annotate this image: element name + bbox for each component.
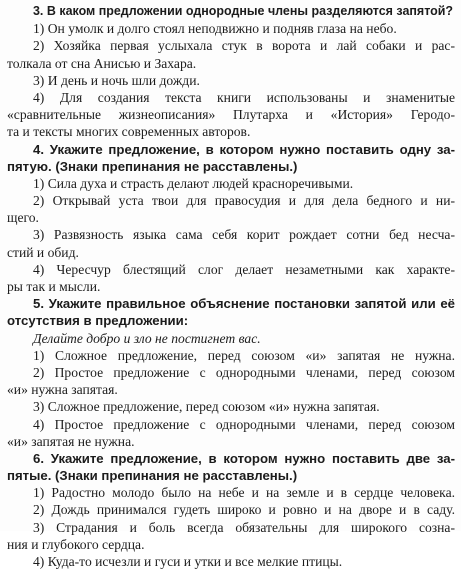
answer-option-line: 3) Сложное предложение, перед союзом «и» нужна запятая. [33,399,380,415]
answer-option-line: 1) Сложное предложение, перед союзом «и» запятая не нужна. [33,347,455,363]
answer-option-line: 3) И день и ночь шли дожди. [33,72,200,88]
answer-option-line: 1) Сила духа и страсть делают людей красноречивыми. [33,175,354,191]
answer-option-line: толкала от сна Анисью и Захара. [7,55,197,71]
answer-option-line: 2) Дождь принимался гудеть широко и ровно и на дворе и в саду. [33,502,455,518]
answer-option-line: стий и обид. [7,244,79,260]
question-line: 5. Укажите правильное объяснение постановки запятой или её [33,296,455,312]
answer-option-line: «и» запятая не нужна. [7,433,135,449]
answer-option-line: 1) Он умолк и долго стоял неподвижно и подняв глаза на небо. [33,21,397,37]
question-line: пятую. (Знаки препинания не расставлены.) [7,158,298,174]
answer-option-line: 2) Хозяйка первая услыхала стук в ворота и лай собаки и рас- [33,38,455,54]
answer-option-line: «и» нужна запятая. [7,382,118,398]
answer-option-line: щего. [7,210,39,226]
question-line: пятые. (Знаки препинания не расставлены.) [7,468,298,484]
answer-option-line: ры так и мысли. [7,279,101,294]
answer-option-line: 3) Развязность языка сама себя корит рождает сотни бед несча- [33,227,455,243]
answer-option-line: ния и глубокого сердца. [7,536,145,552]
answer-option-line: «сравнительные жизнеописания» Плутарха и «История» Геродо- [7,107,455,123]
answer-option-line: та и тексты многих современных авторов. [7,124,251,140]
answer-option-line: 2) Открывай уста твои для правосудия и для дела бедного и ни- [33,193,455,209]
answer-option-line: 4) Чересчур блестящий слог делает незаметными как характе- [33,261,455,277]
answer-option-line: 4) Простое предложение с однородными членами, перед союзом [33,416,455,432]
answer-option-line: 2) Простое предложение с однородными членами, перед союзом [33,364,455,380]
answer-option-line: 3) Страдания и боль всегда обязательны для широкого созна- [33,519,455,535]
example-sentence: Делайте добро и зло не постигнет вас. [33,330,261,346]
answer-option-line: 1) Радостно молодо было на небе и на земле и в сердце человека. [33,485,455,501]
question-line: 3. В каком предложении однородные члены разделяются запятой? [33,4,454,18]
question-line: отсутствия в предложении: [7,313,189,329]
page-text [7,3,455,570]
answer-option-line: 4) Куда-то исчезли и гуси и утки и все мелкие птицы. [33,554,343,569]
question-line: 4. Укажите предложение, в котором нужно поставить одну за- [33,141,455,157]
question-line: 6. Укажите предложение, в котором нужно поставить две за- [33,450,455,466]
answer-option-line: 4) Для создания текста книги использованы и знаменитые [33,89,455,105]
